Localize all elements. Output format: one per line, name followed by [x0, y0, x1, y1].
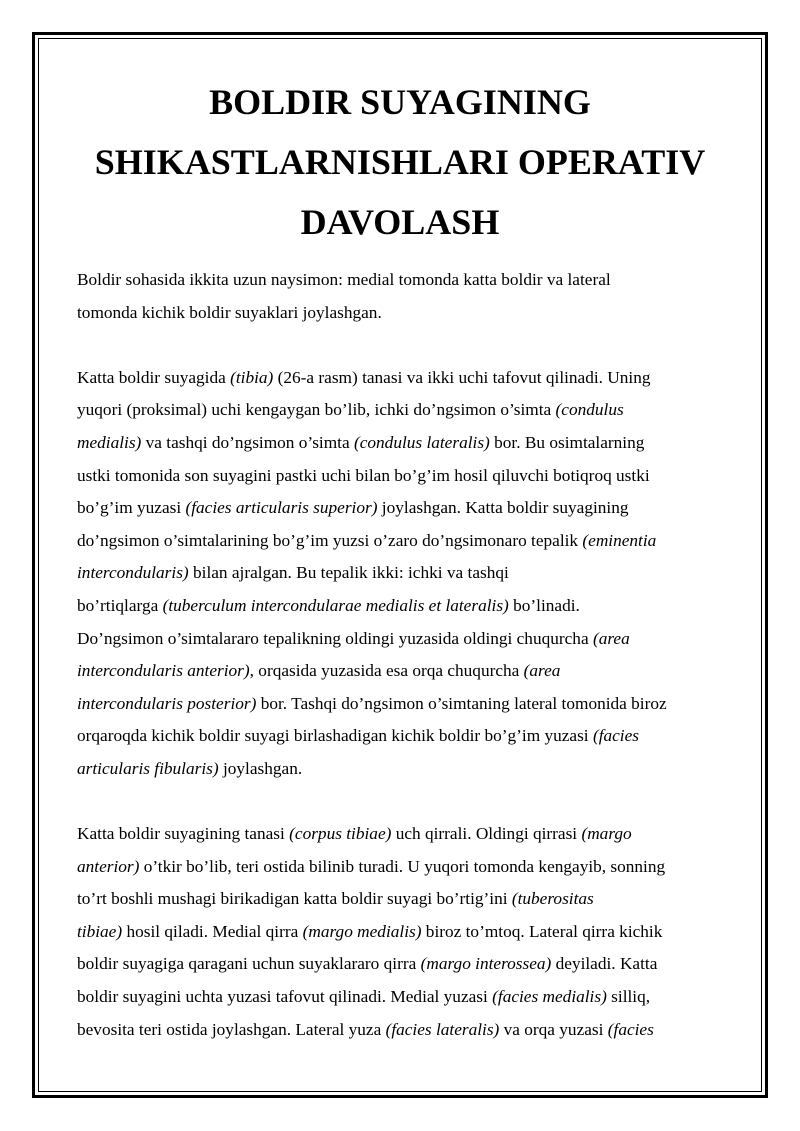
text-run: joylashgan.: [218, 758, 303, 778]
paragraph-gap: [77, 329, 737, 362]
latin-term: (facies lateralis): [385, 1019, 500, 1039]
latin-term: anterior): [77, 856, 140, 876]
text-line: [77, 753, 737, 786]
text-run: bevosita teri ostida joylashgan. Lateral yuza: [77, 1019, 386, 1039]
text-run: (26-a rasm) tanasi va ikki uchi tafovut qilinadi. Uning: [273, 367, 651, 387]
text-run: deyiladi. Katta: [551, 954, 658, 974]
latin-term: (condulus: [555, 400, 624, 420]
text-line: [77, 492, 737, 525]
text-run: to’rt boshli mushagi birikadigan katta boldir suyagi bo’rtig’ini: [77, 889, 512, 909]
text-line: [77, 590, 737, 623]
text-line: [77, 916, 737, 949]
latin-term: (facies: [592, 726, 640, 746]
text-run: Katta boldir suyagining tanasi: [77, 824, 290, 844]
text-run: bo’linadi.: [508, 595, 580, 615]
paragraph-tibia-body: [77, 818, 737, 1046]
text-run: Katta boldir suyagida: [77, 367, 231, 387]
text-line: tomonda kichik boldir suyaklari joylashgan.: [77, 302, 382, 322]
latin-term: (condulus lateralis): [353, 432, 490, 452]
text-line: [77, 362, 737, 395]
text-line: [77, 948, 737, 981]
text-run: bo’g’im yuzasi: [77, 498, 186, 518]
latin-term: intercondularis posterior): [77, 693, 257, 713]
latin-term: medialis): [77, 432, 142, 452]
title-line-3: DAVOLASH: [300, 202, 500, 242]
text-run: va orqa yuzasi: [499, 1019, 608, 1039]
text-line: [77, 427, 737, 460]
text-run: va tashqi do’ngsimon o’simta: [141, 432, 354, 452]
text-run: boldir suyagini uchta yuzasi tafovut qilinadi. Medial yuzasi: [77, 987, 493, 1007]
latin-term: (tuberculum intercondularae medialis et lateralis): [162, 595, 509, 615]
latin-term: (facies: [607, 1019, 654, 1039]
text-run: silliq,: [606, 987, 651, 1007]
paragraph-tibia-ends: [77, 362, 737, 786]
text-run: bor. Tashqi do’ngsimon o’simtaning lateral tomonida biroz: [256, 693, 667, 713]
text-run: orqaroqda kichik boldir suyagi birlashadigan kichik boldir bo’g’im yuzasi: [77, 726, 593, 746]
text-line: [77, 883, 737, 916]
text-line: [77, 623, 737, 656]
latin-term: (area: [592, 628, 630, 648]
latin-term: (facies medialis): [492, 987, 607, 1007]
paragraph-gap: [77, 786, 737, 819]
text-run: uch qirrali. Oldingi qirrasi: [391, 824, 582, 844]
text-line: [77, 394, 737, 427]
text-line: [77, 981, 737, 1014]
latin-term: (corpus tibiae): [289, 824, 392, 844]
title-line-2: SHIKASTLARNISHLARI OPERATIV: [94, 142, 706, 182]
latin-term: (area: [523, 661, 561, 681]
latin-term: (margo medialis): [302, 921, 422, 941]
latin-term: (eminentia: [582, 530, 657, 550]
latin-term: intercondularis anterior): [77, 661, 250, 681]
text-line: ustki tomonida son suyagini pastki uchi bilan bo’g’im hosil qiluvchi botiqroq ustki: [77, 465, 650, 485]
title-line-1: BOLDIR SUYAGINING: [209, 82, 591, 122]
latin-term: (tuberositas: [511, 889, 594, 909]
text-run: o’tkir bo’lib, teri ostida bilinib turadi. U yuqori tomonda kengayib, sonning: [139, 856, 666, 876]
latin-term: articularis fibularis): [77, 758, 219, 778]
text-run: joylashgan. Katta boldir suyagining: [377, 498, 629, 518]
text-line: [77, 655, 737, 688]
text-line: [77, 818, 737, 851]
text-run: , orqasida yuzasida esa orqa chuqurcha: [249, 661, 524, 681]
latin-term: intercondularis): [77, 563, 189, 583]
text-run: yuqori (proksimal) uchi kengaygan bo’lib, ichki do’ngsimon o’simta: [77, 400, 556, 420]
paragraph-intro: [77, 264, 737, 329]
text-run: bo’rtiqlarga: [77, 595, 163, 615]
text-run: biroz to’mtoq. Lateral qirra kichik: [421, 921, 663, 941]
latin-term: tibiae): [77, 921, 123, 941]
latin-term: (margo interossea): [420, 954, 552, 974]
text-run: Do’ngsimon o’simtalararo tepalikning oldingi yuzasida oldingi chuqurcha: [77, 628, 593, 648]
text-line: [77, 720, 737, 753]
text-run: bilan ajralgan. Bu tepalik ikki: ichki va tashqi: [188, 563, 509, 583]
text-line: [77, 688, 737, 721]
latin-term: (facies articularis superior): [185, 498, 378, 518]
latin-term: (margo: [581, 824, 632, 844]
document-body: [77, 264, 737, 1046]
text-line: [77, 525, 737, 558]
text-run: do’ngsimon o’simtalarining bo’g’im yuzsi o’zaro do’ngsimonaro tepalik: [77, 530, 583, 550]
text-line: [77, 557, 737, 590]
text-run: bor. Bu osimtalarning: [489, 432, 645, 452]
text-run: hosil qiladi. Medial qirra: [122, 921, 303, 941]
text-line: Boldir sohasida ikkita uzun naysimon: medial tomonda katta boldir va lateral: [77, 270, 611, 289]
page-title: [60, 72, 740, 252]
text-run: boldir suyagiga qaragani uchun suyaklararo qirra: [77, 954, 421, 974]
text-line: [77, 851, 737, 884]
latin-term: (tibia): [230, 367, 274, 387]
text-line: [77, 1014, 737, 1047]
